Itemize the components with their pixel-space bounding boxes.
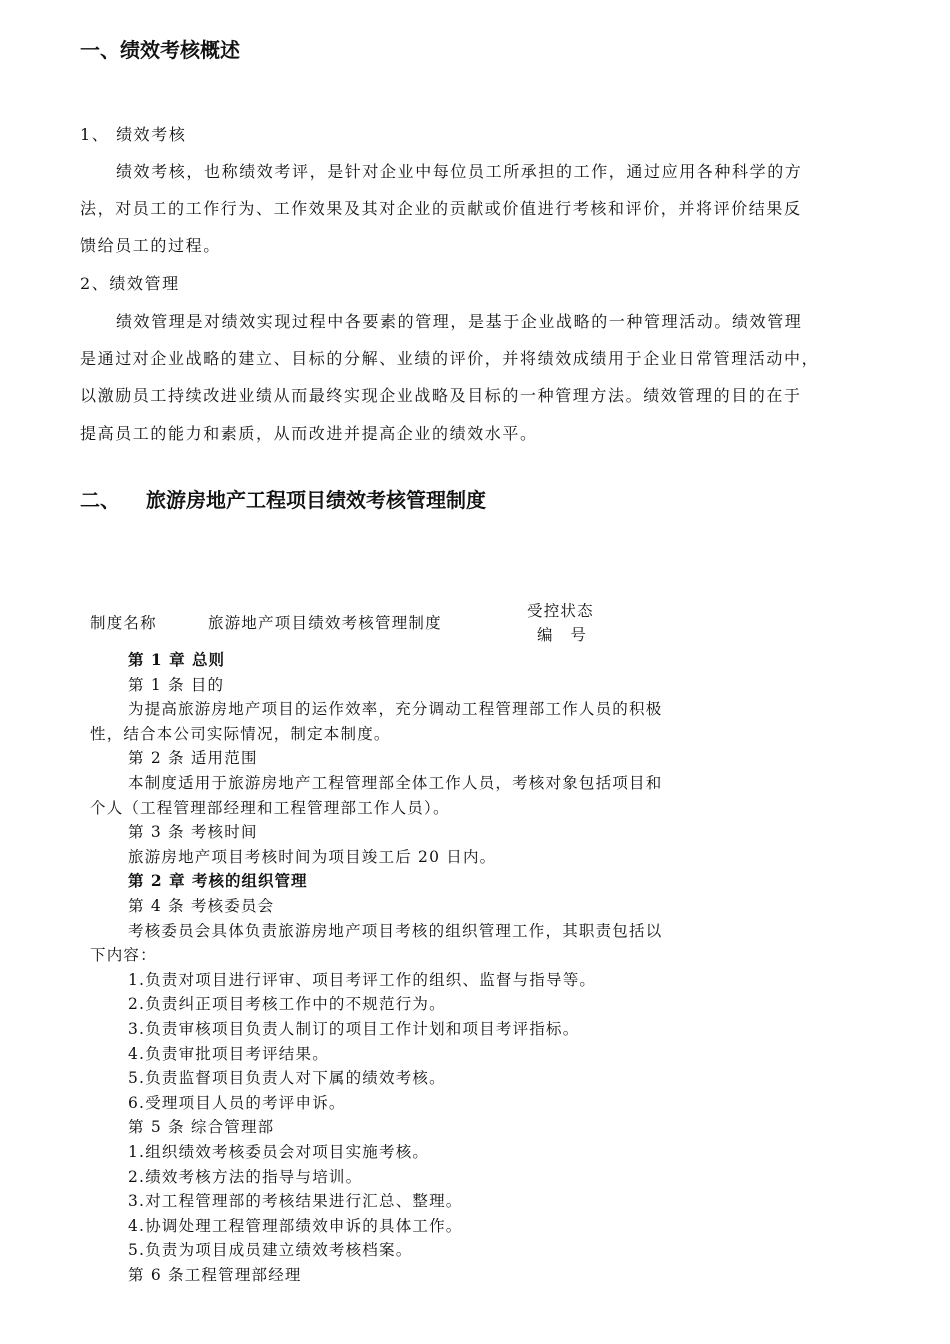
number-label: 编 号: [537, 626, 588, 644]
paragraph-line: 提高员工的能力和素质，从而改进并提高企业的绩效水平。: [80, 424, 538, 443]
policy-name-label: 制度名称: [90, 614, 157, 632]
policy-line: 本制度适用于旅游房地产工程管理部全体工作人员，考核对象包括项目和: [128, 774, 663, 792]
policy-line: 1.负责对项目进行评审、项目考评工作的组织、监督与指导等。: [128, 970, 597, 989]
policy-line: 性，结合本公司实际情况，制定本制度。: [90, 724, 391, 743]
paragraph-line: 馈给员工的过程。: [80, 236, 221, 255]
policy-line: 个人（工程管理部经理和工程管理部工作人员）。: [90, 798, 450, 817]
policy-line: 第 1 条 目的: [128, 675, 225, 694]
paragraph-line: 以激励员工持续改进业绩从而最终实现企业战略及目标的一种管理方法。绩效管理的目的在于: [80, 386, 802, 405]
control-status-label: 受控状态: [527, 602, 594, 620]
policy-line: 第 4 条 考核委员会: [128, 897, 275, 915]
policy-line: 旅游房地产项目考核时间为项目竣工后 20 日内。: [128, 847, 497, 866]
section-1-heading: 一、绩效考核概述: [80, 38, 240, 62]
chapter-heading: 第 2 章 考核的组织管理: [128, 871, 308, 891]
policy-line: 第 5 条 综合管理部: [128, 1118, 275, 1137]
policy-line: 4.协调处理工程管理部绩效申诉的具体工作。: [128, 1216, 463, 1235]
chapter-heading: 第 1 章 总则: [128, 650, 225, 669]
paragraph-line: 是通过对企业战略的建立、目标的分解、业绩的评价，并将绩效成绩用于企业日常管理活动中，: [80, 349, 820, 368]
subsection-2-title: 2、绩效管理: [80, 274, 180, 293]
policy-line: 第 3 条 考核时间: [128, 823, 258, 842]
policy-line: 下内容：: [90, 946, 157, 965]
policy-line: 6.受理项目人员的考评申诉。: [128, 1093, 346, 1112]
section-2-heading: 旅游房地产工程项目绩效考核管理制度: [146, 488, 486, 512]
policy-name-value: 旅游地产项目绩效考核管理制度: [208, 614, 442, 632]
policy-line: 3.负责审核项目负责人制订的项目工作计划和项目考评指标。: [128, 1020, 580, 1038]
policy-line: 3.对工程管理部的考核结果进行汇总、整理。: [128, 1192, 463, 1211]
policy-line: 第 6 条工程管理部经理: [128, 1266, 302, 1284]
paragraph-line: 绩效管理是对绩效实现过程中各要素的管理，是基于企业战略的一种管理活动。绩效管理: [116, 312, 803, 331]
policy-line: 2.绩效考核方法的指导与培训。: [128, 1167, 363, 1186]
paragraph-line: 法，对员工的工作行为、工作效果及其对企业的贡献或价值进行考核和评价，并将评价结果反: [80, 199, 802, 218]
paragraph-line: 绩效考核，也称绩效考评，是针对企业中每位员工所承担的工作，通过应用各种科学的方: [116, 162, 803, 181]
section-2-heading-number: 二、: [80, 488, 120, 512]
policy-line: 考核委员会具体负责旅游房地产项目考核的组织管理工作，其职责包括以: [128, 921, 663, 940]
policy-line: 5.负责为项目成员建立绩效考核档案。: [128, 1241, 413, 1260]
policy-line: 第 2 条 适用范围: [128, 749, 258, 768]
policy-line: 4.负责审批项目考评结果。: [128, 1044, 329, 1063]
policy-line: 为提高旅游房地产项目的运作效率，充分调动工程管理部工作人员的积极: [128, 700, 663, 719]
policy-line: 2.负责纠正项目考核工作中的不规范行为。: [128, 995, 446, 1014]
policy-line: 5.负责监督项目负责人对下属的绩效考核。: [128, 1069, 446, 1088]
policy-line: 1.组织绩效考核委员会对项目实施考核。: [128, 1143, 430, 1161]
subsection-1-title: 1、 绩效考核: [80, 125, 187, 144]
